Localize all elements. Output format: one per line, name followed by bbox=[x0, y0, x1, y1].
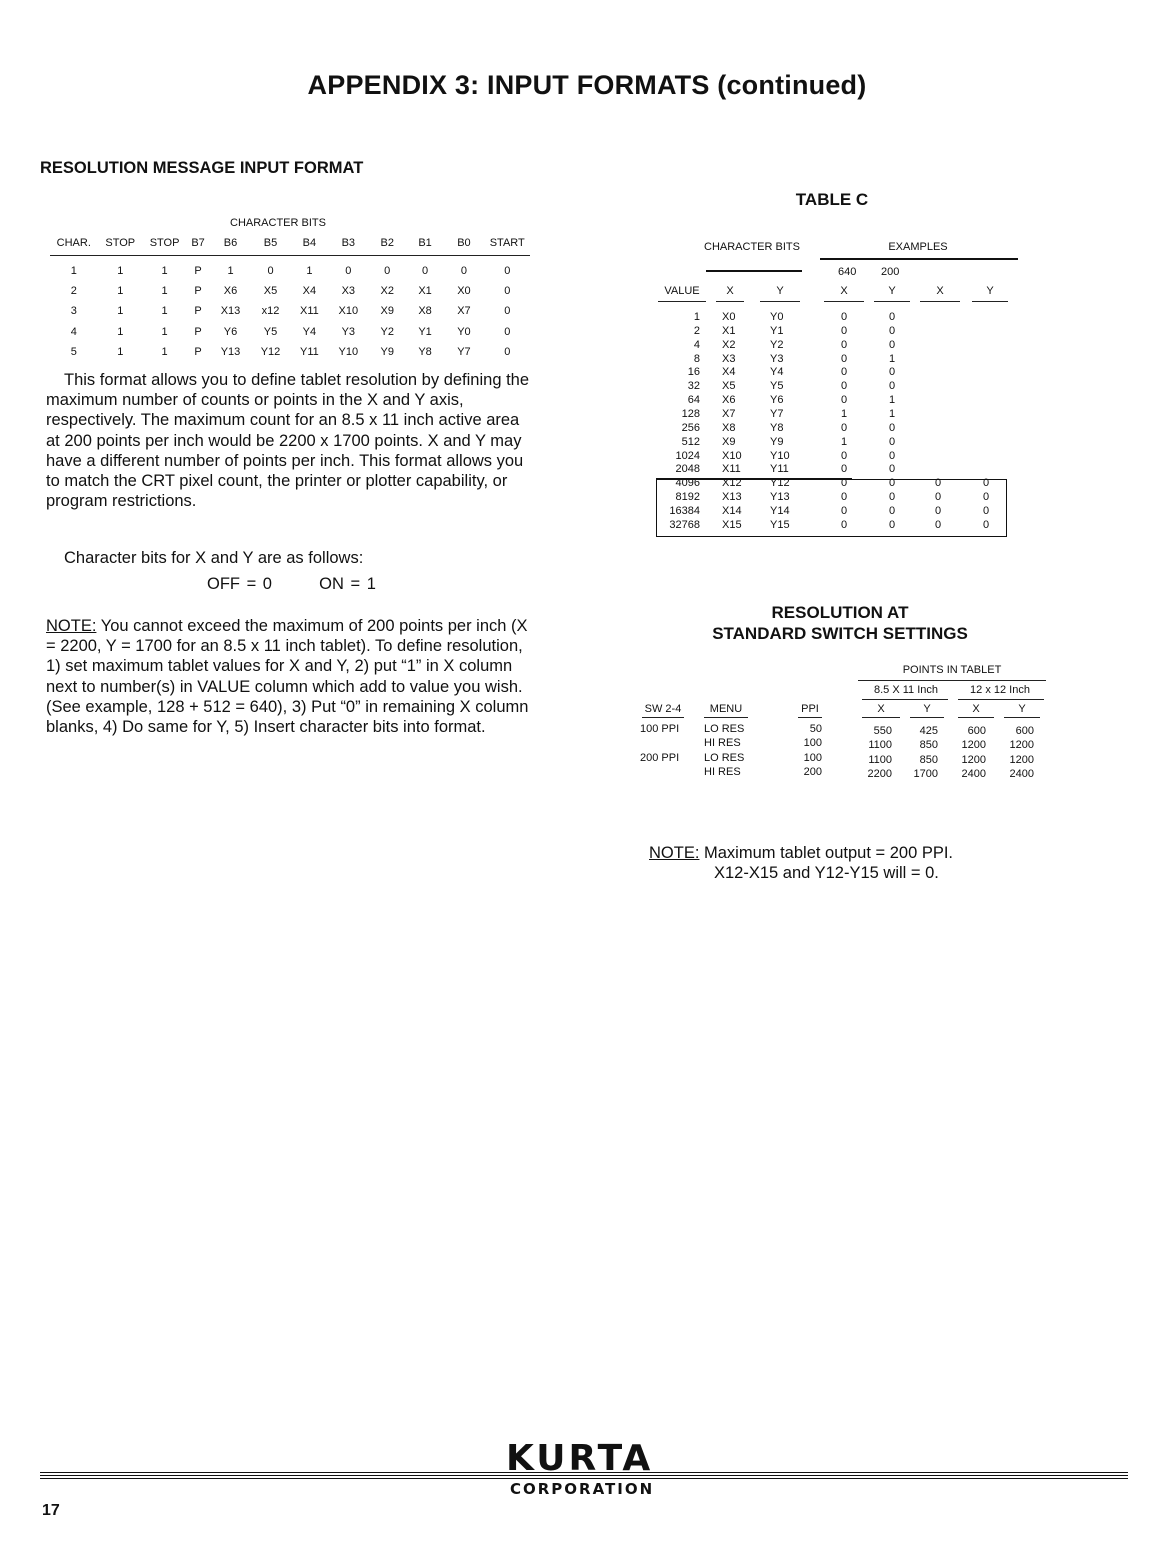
table-c-examples-label: EXAMPLES bbox=[888, 241, 948, 253]
table-c-cell: 2048 bbox=[675, 463, 700, 476]
table-c-cell: 0 bbox=[840, 518, 848, 531]
switch-settings-cell: 850 bbox=[919, 739, 938, 752]
table-cell: P bbox=[194, 305, 202, 318]
footer-rule bbox=[40, 1475, 1128, 1476]
table-row bbox=[50, 301, 530, 321]
page-title: APPENDIX 3: INPUT FORMATS (continued) bbox=[307, 70, 867, 100]
note-label: NOTE: bbox=[46, 617, 97, 635]
table-cell: Y5 bbox=[263, 325, 278, 338]
table-cell: X13 bbox=[220, 305, 241, 318]
divider bbox=[704, 717, 748, 718]
switch-settings-cell: 2200 bbox=[867, 767, 892, 780]
table-c-cell: X4 bbox=[722, 366, 736, 379]
table-c-cell: X3 bbox=[722, 352, 736, 365]
example-640-label: 640 bbox=[838, 266, 857, 278]
note-max-output bbox=[649, 843, 953, 883]
footer-rule bbox=[40, 1472, 1128, 1473]
column-header: STOP bbox=[98, 236, 143, 256]
table-cell: Y7 bbox=[457, 345, 471, 358]
table-cell: 0 bbox=[345, 265, 352, 278]
table-c-cell: 32768 bbox=[669, 518, 700, 531]
table-c-cell: 1 bbox=[888, 352, 896, 365]
table-cell: P bbox=[194, 325, 202, 338]
table-c-cell: Y0 bbox=[770, 311, 784, 323]
switch-settings-cell: 1200 bbox=[1009, 753, 1034, 766]
table-c-cell: 4 bbox=[693, 338, 700, 351]
table-c-cell: 64 bbox=[687, 394, 700, 407]
column-header: CHAR. bbox=[50, 236, 98, 256]
table-cell: P bbox=[194, 285, 202, 298]
switch-settings-cell: 100 PPI bbox=[640, 723, 680, 735]
table-c-cell: Y7 bbox=[770, 407, 784, 420]
table-c-cell bbox=[928, 311, 948, 325]
table-c-title: TABLE C bbox=[795, 190, 869, 209]
table-cell: 0 bbox=[504, 285, 511, 298]
table-c-cell: 0 bbox=[982, 504, 990, 517]
table-cell: 4 bbox=[70, 325, 77, 338]
table-c-cell: 2 bbox=[693, 324, 700, 337]
table-header-row bbox=[50, 236, 530, 256]
table-c-cell: 0 bbox=[840, 477, 848, 490]
table-c-cell: 0 bbox=[888, 518, 896, 531]
column-header: START bbox=[485, 236, 531, 256]
column-header: X bbox=[716, 285, 744, 302]
page-number: 17 bbox=[42, 1502, 60, 1519]
table-c-cell: 0 bbox=[888, 366, 896, 379]
table-cell: P bbox=[194, 265, 202, 278]
table-c-cell: 0 bbox=[840, 491, 848, 504]
table-c-cell: Y4 bbox=[770, 366, 784, 379]
table-c-cell: X0 bbox=[722, 311, 736, 323]
table-cell: X3 bbox=[341, 285, 356, 298]
table-c-cell bbox=[928, 380, 948, 394]
column-header: X bbox=[877, 703, 885, 715]
table-c-cell bbox=[928, 325, 948, 339]
table-cell: Y11 bbox=[300, 345, 319, 358]
switch-settings-cell: 425 bbox=[919, 725, 938, 737]
column-header: B0 bbox=[443, 236, 484, 256]
divider bbox=[1004, 717, 1040, 718]
table-cell: X6 bbox=[223, 285, 238, 298]
table-c-cell bbox=[928, 353, 948, 367]
table-cell: 0 bbox=[504, 305, 511, 318]
table-c-cell bbox=[976, 325, 996, 339]
points-in-tablet-label: POINTS IN TABLET bbox=[902, 664, 1002, 676]
divider bbox=[862, 717, 900, 718]
table-c-cell bbox=[976, 394, 996, 408]
table-c-cell: 0 bbox=[888, 435, 896, 448]
table-c-cell: 0 bbox=[934, 518, 942, 531]
note-line2: X12-X15 and Y12-Y15 will = 0. bbox=[714, 864, 939, 882]
table-cell: X8 bbox=[418, 305, 432, 318]
table-c-cell: Y5 bbox=[770, 380, 784, 393]
column-header: Y bbox=[1018, 703, 1026, 715]
table-cell: X5 bbox=[263, 285, 278, 298]
table-cell: Y13 bbox=[220, 345, 241, 358]
column-header: B7 bbox=[186, 236, 210, 256]
divider bbox=[862, 699, 948, 700]
switch-settings-cell: 1100 bbox=[868, 753, 892, 766]
table-c-cell: 0 bbox=[840, 338, 848, 351]
table-c-cell: 8192 bbox=[675, 491, 700, 504]
table-c-cell: 0 bbox=[982, 477, 990, 490]
table-c-cell: 4096 bbox=[675, 477, 700, 490]
table-c-cell: X11 bbox=[722, 463, 741, 476]
column-header: B1 bbox=[407, 236, 444, 256]
table-c-cell: Y15 bbox=[770, 518, 790, 531]
table-c-cell bbox=[976, 422, 996, 436]
table-c-cell bbox=[928, 394, 948, 408]
table-c-cell: Y13 bbox=[770, 491, 790, 504]
table-c-cell bbox=[976, 436, 996, 450]
table-cell: 0 bbox=[460, 265, 468, 278]
table-c-cell: X2 bbox=[722, 338, 736, 351]
table-c-cell: 0 bbox=[840, 421, 848, 434]
table-c-cell: 0 bbox=[888, 311, 896, 323]
table-cell: 0 bbox=[504, 345, 511, 358]
table-cell: Y4 bbox=[302, 325, 317, 338]
table-c-cell bbox=[928, 422, 948, 436]
table-c-cell: X15 bbox=[722, 518, 742, 531]
table-cell: Y6 bbox=[223, 325, 238, 338]
column-header: Y bbox=[923, 703, 931, 715]
section-heading-resolution-format: RESOLUTION MESSAGE INPUT FORMAT bbox=[40, 159, 364, 177]
table-cell: Y8 bbox=[418, 345, 432, 358]
switch-settings-cell: 600 bbox=[1015, 725, 1034, 737]
table-c-cell bbox=[976, 408, 996, 422]
table-c-cell bbox=[928, 408, 948, 422]
switch-settings-cell: HI RES bbox=[704, 737, 741, 750]
table-c-cell: 0 bbox=[888, 477, 896, 490]
table-c-cell: Y12 bbox=[770, 477, 790, 490]
table-c-cell bbox=[928, 339, 948, 353]
table-c-cell: 0 bbox=[840, 504, 848, 517]
table-c-cell: 0 bbox=[888, 380, 896, 393]
column-header: Y bbox=[874, 285, 910, 302]
table-cell: Y9 bbox=[380, 345, 394, 358]
divider bbox=[910, 717, 944, 718]
note-label: NOTE: bbox=[649, 844, 700, 862]
table-cell: X1 bbox=[418, 285, 432, 298]
table-c-cell: X14 bbox=[722, 504, 742, 517]
column-header: X bbox=[920, 285, 960, 302]
note-text: You cannot exceed the maximum of 200 points per inch (X = 2200, Y = 1700 for an 8.5 x 11 inch tablet). To define resolution, 1) set maximum tablet values for X and Y, 2) put “1” in X column next to number(s) in VALUE column which add to value you wish. (See example, 128 + 512 = 640), 3) Put “0” in remaining X column blanks, 4) Do same for Y, 5) Insert character bits into format. bbox=[46, 617, 529, 737]
table-c-cell: 32 bbox=[687, 380, 700, 393]
switch-settings-cell: LO RES bbox=[704, 751, 745, 764]
column-header: PPI bbox=[801, 703, 819, 715]
table-cell: Y1 bbox=[418, 325, 432, 338]
table-cell: 1 bbox=[161, 325, 168, 338]
table-c-cell: Y1 bbox=[770, 324, 784, 337]
column-header: MENU bbox=[709, 703, 743, 715]
table-cell: 0 bbox=[504, 325, 511, 338]
table-c-cell bbox=[976, 463, 996, 477]
table-c-cell: 512 bbox=[681, 435, 700, 448]
table-c-cell: Y8 bbox=[770, 421, 784, 434]
table-c-cell: X9 bbox=[722, 435, 736, 448]
table-c-cell: 0 bbox=[888, 449, 896, 462]
table-c-cell: X7 bbox=[722, 407, 736, 420]
table-cell: 1 bbox=[161, 285, 168, 298]
table-cell: 0 bbox=[421, 265, 429, 278]
table-cell: 1 bbox=[306, 265, 313, 278]
table-c-cell bbox=[976, 311, 996, 325]
table-c-cell: Y11 bbox=[770, 463, 789, 476]
table-c-cell: 256 bbox=[681, 421, 700, 434]
table-cell: 1 bbox=[117, 325, 124, 338]
switch-settings-cell: 1700 bbox=[913, 767, 938, 780]
column-header: B6 bbox=[210, 236, 251, 256]
table-cell: X7 bbox=[457, 305, 471, 318]
table-cell: 1 bbox=[117, 265, 124, 278]
format-description: This format allows you to define tablet resolution by defining the maximum number of counts or points in the X and Y axis, respectively. The maximum count for an 8.5 x 11 inch active area at 200 points per inch would be 2200 x 1700 points. X and Y may have a different number of points per inch. This format allows you to match the CRT pixel count, the printer or plotter capability, or program restrictions. bbox=[46, 371, 530, 511]
table-cell: 1 bbox=[117, 345, 124, 358]
table-c-cell: 0 bbox=[982, 491, 990, 504]
table-c-cell: 0 bbox=[934, 491, 942, 504]
switch-settings-cell: 200 bbox=[803, 765, 822, 778]
table-c-cell: X10 bbox=[722, 449, 742, 462]
table-c-cell bbox=[976, 380, 996, 394]
divider bbox=[858, 680, 1046, 681]
table-c-cell: 0 bbox=[840, 449, 848, 462]
bits-off-text: OFF = 0 bbox=[207, 575, 272, 593]
note-line1: Maximum tablet output = 200 PPI. bbox=[699, 844, 954, 862]
table-c-cell: Y3 bbox=[770, 352, 784, 365]
size-8-5x11-label: 8.5 X 11 Inch bbox=[873, 684, 938, 696]
table-c-cell: 0 bbox=[840, 366, 848, 379]
table-cell: 1 bbox=[70, 265, 77, 278]
table-cell: 0 bbox=[504, 265, 511, 278]
table-c-cell bbox=[928, 450, 948, 464]
table-c-cell: 0 bbox=[888, 338, 896, 351]
table-cell: 1 bbox=[161, 305, 168, 318]
kurta-logo-subtitle: CORPORATION bbox=[510, 1480, 655, 1498]
bits-intro-text: Character bits for X and Y are as follows: bbox=[64, 549, 364, 567]
switch-settings-cell: 100 bbox=[803, 737, 822, 750]
table-c-cell: 0 bbox=[840, 394, 848, 407]
table-c-cell: 0 bbox=[982, 518, 990, 531]
switch-settings-cell: 1200 bbox=[1009, 739, 1034, 752]
table-c-cell bbox=[928, 436, 948, 450]
table-c-cell: 0 bbox=[934, 504, 942, 517]
divider bbox=[642, 717, 684, 718]
switch-settings-cell: 50 bbox=[809, 723, 822, 735]
resolution-format-table bbox=[50, 236, 530, 362]
table-c-cell: 0 bbox=[888, 463, 896, 476]
table-c-cell: 1 bbox=[888, 407, 896, 420]
column-header: B4 bbox=[290, 236, 329, 256]
bits-values bbox=[207, 575, 376, 594]
table-c-cell: X5 bbox=[722, 380, 736, 393]
column-header: VALUE bbox=[658, 285, 706, 302]
example-200-label: 200 bbox=[881, 266, 900, 278]
table-cell: Y12 bbox=[260, 345, 281, 358]
switch-settings-cell: 2400 bbox=[1009, 767, 1034, 780]
table-cell: Y2 bbox=[380, 325, 394, 338]
column-header: B3 bbox=[329, 236, 368, 256]
table-c-cell bbox=[976, 353, 996, 367]
size-12x12-label: 12 x 12 Inch bbox=[970, 684, 1030, 696]
switch-settings-cell: 550 bbox=[873, 725, 892, 737]
column-header: B5 bbox=[251, 236, 290, 256]
table-cell: X10 bbox=[338, 305, 359, 318]
table-cell: P bbox=[194, 345, 202, 358]
table-c-cell: 0 bbox=[840, 352, 848, 365]
divider bbox=[820, 258, 1018, 260]
column-header: X bbox=[824, 285, 864, 302]
table-cell: 1 bbox=[161, 345, 168, 358]
table-c-cell: Y14 bbox=[770, 504, 790, 517]
column-header: X bbox=[972, 703, 980, 715]
switch-settings-cell: 200 PPI bbox=[640, 751, 680, 764]
table-c-cell: Y6 bbox=[770, 394, 784, 407]
table-c-cell: 0 bbox=[840, 324, 848, 337]
table-cell: 0 bbox=[384, 265, 391, 278]
column-header: Y bbox=[972, 285, 1008, 302]
table-c-cell: 1024 bbox=[675, 449, 700, 462]
table-c-cell: 0 bbox=[934, 477, 942, 490]
table-c-cell: 0 bbox=[888, 421, 896, 434]
switch-settings-cell: 1200 bbox=[961, 753, 986, 766]
table-c-cell: 8 bbox=[693, 352, 700, 365]
table-row bbox=[50, 322, 530, 342]
table-cell: Y0 bbox=[457, 325, 471, 338]
column-header: SW 2-4 bbox=[644, 703, 682, 715]
table-cell: 5 bbox=[70, 345, 77, 358]
table-c-cell: Y2 bbox=[770, 338, 784, 351]
table-row bbox=[50, 342, 530, 362]
table-c-cell bbox=[928, 463, 948, 477]
column-header: STOP bbox=[143, 236, 186, 256]
note-resolution bbox=[46, 616, 541, 737]
table-c-cell bbox=[976, 339, 996, 353]
table-cell: Y10 bbox=[338, 345, 359, 358]
table-c-character-bits-label: CHARACTER BITS bbox=[704, 241, 800, 253]
table-c-cell: Y10 bbox=[770, 449, 790, 462]
table-c-cell: 16 bbox=[687, 366, 700, 379]
divider bbox=[706, 270, 802, 272]
table-c-cell: 0 bbox=[840, 463, 848, 476]
table-c-cell: X8 bbox=[722, 421, 736, 434]
table-c-cell: 0 bbox=[888, 491, 896, 504]
switch-settings-cell: 2400 bbox=[961, 767, 986, 780]
column-header: Y bbox=[760, 285, 800, 302]
table-cell: 1 bbox=[161, 265, 168, 278]
table-c-cell: 0 bbox=[840, 311, 848, 323]
kurta-logo: KURTA bbox=[506, 1438, 654, 1479]
table-c-cell: 1 bbox=[693, 311, 700, 323]
table-c-cell: X1 bbox=[722, 324, 736, 337]
table-c-cell: 1 bbox=[888, 394, 896, 407]
table-c-cell: 0 bbox=[840, 380, 848, 393]
table-cell: 1 bbox=[227, 265, 234, 278]
character-bits-label: CHARACTER BITS bbox=[230, 217, 326, 229]
switch-settings-cell: LO RES bbox=[704, 723, 745, 735]
table-cell: 0 bbox=[267, 265, 274, 278]
table-c-cell: Y9 bbox=[770, 435, 784, 448]
table-cell: Y3 bbox=[341, 325, 356, 338]
divider bbox=[958, 699, 1044, 700]
footer-rule bbox=[40, 1478, 1128, 1479]
table-c-highlight-box bbox=[656, 479, 1007, 537]
table-c-cell bbox=[976, 366, 996, 380]
table-c-cell: 0 bbox=[888, 324, 896, 337]
switch-settings-cell: 100 bbox=[803, 751, 822, 764]
table-cell: 1 bbox=[117, 305, 124, 318]
divider bbox=[958, 717, 994, 718]
table-cell: 1 bbox=[117, 285, 124, 298]
table-c-cell: X6 bbox=[722, 394, 736, 407]
switch-settings-cell: HI RES bbox=[704, 765, 741, 778]
bits-on-text: ON = 1 bbox=[319, 575, 376, 593]
table-row bbox=[50, 281, 530, 301]
table-row bbox=[50, 256, 530, 282]
switch-settings-title bbox=[690, 602, 990, 644]
switch-settings-cell: 600 bbox=[967, 725, 986, 737]
table-cell: X2 bbox=[380, 285, 394, 298]
column-header: B2 bbox=[368, 236, 407, 256]
table-cell: X9 bbox=[380, 305, 394, 318]
table-cell: X11 bbox=[300, 305, 319, 318]
switch-settings-cell: 1200 bbox=[961, 739, 986, 752]
switch-settings-cell: 1100 bbox=[868, 739, 892, 752]
table-c-cell: 0 bbox=[888, 504, 896, 517]
switch-settings-title-line2: STANDARD SWITCH SETTINGS bbox=[712, 624, 968, 643]
table-cell: x12 bbox=[261, 305, 280, 318]
table-cell: 2 bbox=[70, 285, 77, 298]
table-c-cell: 128 bbox=[681, 407, 700, 420]
table-c-cell: 1 bbox=[840, 407, 848, 420]
table-c-cell: X12 bbox=[722, 477, 742, 490]
table-cell: 3 bbox=[70, 305, 77, 318]
table-c-cell: 16384 bbox=[669, 504, 700, 517]
table-c-cell bbox=[976, 450, 996, 464]
divider bbox=[798, 717, 822, 718]
table-c-cell bbox=[928, 366, 948, 380]
switch-settings-cell: 850 bbox=[919, 753, 938, 766]
table-c-cell: 1 bbox=[840, 435, 848, 448]
table-c-cell: X13 bbox=[722, 491, 742, 504]
switch-settings-title-line1: RESOLUTION AT bbox=[771, 603, 909, 622]
table-cell: X4 bbox=[302, 285, 317, 298]
table-cell: X0 bbox=[457, 285, 471, 298]
